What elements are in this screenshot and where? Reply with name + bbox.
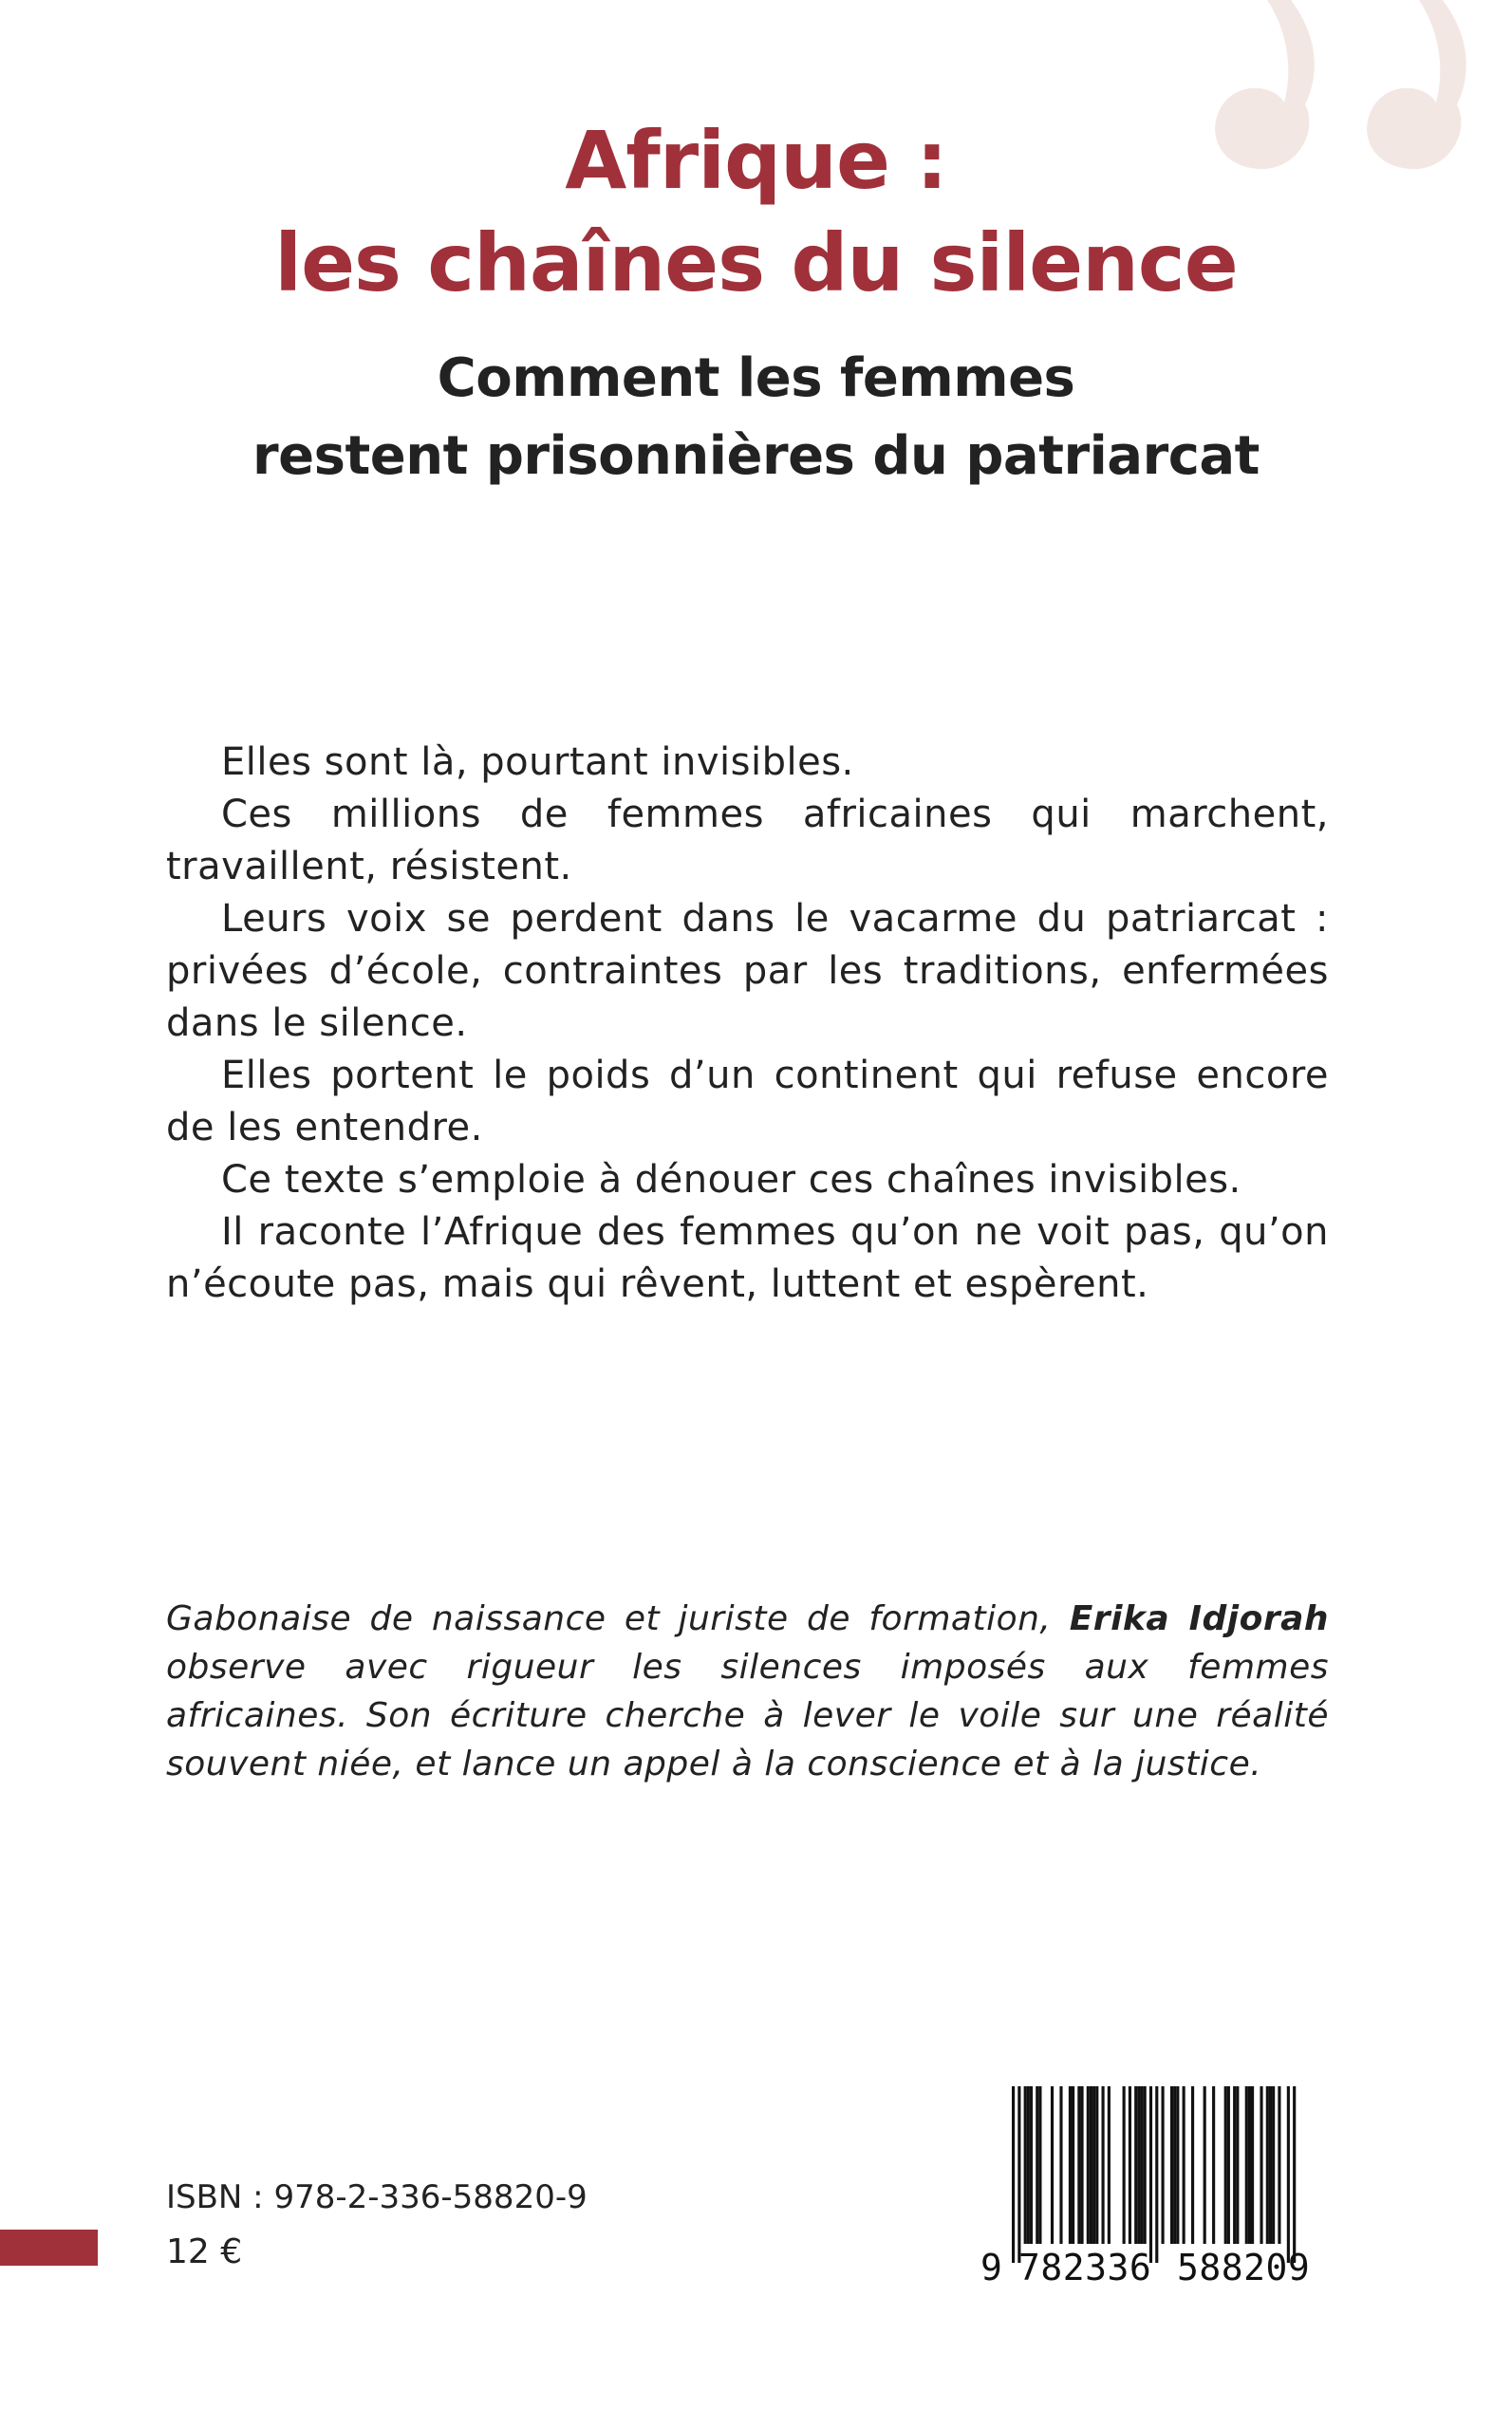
barcode-bar (1134, 2086, 1137, 2244)
barcode-right-digits: 588209 (1177, 2247, 1311, 2288)
barcode-bar (1245, 2086, 1248, 2244)
barcode-bar (1260, 2086, 1262, 2244)
book-title (0, 109, 1512, 314)
subtitle-line-2: restent prisonnières du patriarcat (252, 425, 1260, 487)
barcode-bar (1024, 2086, 1027, 2244)
blurb-paragraph: Elles sont là, pourtant invisibles. (221, 740, 854, 784)
barcode-bar (1012, 2086, 1015, 2263)
barcode-bar (1293, 2086, 1296, 2263)
barcode-bar (1251, 2086, 1254, 2244)
blurb-paragraph: Ce texte s’emploie à dénouer ces chaînes invisibles. (221, 1158, 1241, 1202)
barcode-bar (1036, 2086, 1038, 2244)
title-line-2: les chaînes du silence (274, 216, 1238, 309)
barcode-bar (1080, 2086, 1083, 2244)
barcode-bar (1090, 2086, 1092, 2244)
barcode-bar (1051, 2086, 1054, 2244)
barcode-bar (1087, 2086, 1090, 2244)
barcode-bar (1272, 2086, 1275, 2244)
barcode-bar (1183, 2086, 1185, 2244)
blurb-paragraph: Elles portent le poids d’un continent qui refuse encore de les entendre. (166, 1054, 1329, 1149)
barcode-digits (980, 2244, 1332, 2291)
barcode-bar (1266, 2086, 1269, 2244)
blurb (166, 737, 1329, 1311)
barcode-bar (1137, 2086, 1140, 2244)
barcode-bar (1224, 2086, 1227, 2244)
barcode-bar (1162, 2086, 1165, 2244)
barcode-bar (1170, 2086, 1173, 2244)
barcode-bar (1095, 2086, 1098, 2244)
isbn-barcode (980, 2086, 1332, 2297)
barcode-bar (1108, 2086, 1111, 2244)
barcode-bar (1227, 2086, 1230, 2244)
bio-intro: Gabonaise de naissance et juriste de formation, (166, 1599, 1070, 1638)
barcode-bar (1236, 2086, 1239, 2244)
barcode-bar (1123, 2086, 1126, 2244)
barcode-bar (1144, 2086, 1147, 2244)
price-label: 12 € (166, 2232, 243, 2271)
barcode-bar (1069, 2086, 1072, 2244)
barcode-first-digit: 9 (980, 2247, 1002, 2288)
barcode-bar (1204, 2086, 1206, 2244)
barcode-bar (1129, 2086, 1131, 2244)
barcode-bar (1269, 2086, 1272, 2244)
barcode-bar (1027, 2086, 1030, 2244)
barcode-bar (1038, 2086, 1041, 2244)
book-subtitle (0, 340, 1512, 495)
blurb-paragraph: Il raconte l’Afrique des femmes qu’on ne voit pas, qu’on n’écoute pas, mais qui rêvent, luttent et espèrent. (166, 1210, 1329, 1306)
barcode-bar (1191, 2086, 1194, 2244)
barcode-left-digits: 782336 (1018, 2247, 1152, 2288)
barcode-bar (1017, 2086, 1020, 2263)
author-name: Erika Idjorah (1069, 1599, 1329, 1638)
barcode-bar (1102, 2086, 1105, 2244)
barcode-bar (1140, 2086, 1143, 2244)
author-bio (166, 1595, 1329, 1788)
barcode-bar (1077, 2086, 1080, 2244)
barcode-bar (1149, 2086, 1152, 2263)
subtitle-line-1: Comment les femmes (437, 347, 1075, 409)
barcode-bar (1176, 2086, 1179, 2244)
barcode-bar (1059, 2086, 1062, 2244)
barcode-bar (1278, 2086, 1280, 2244)
blurb-paragraph: Ces millions de femmes africaines qui marchent, travaillent, résistent. (166, 793, 1329, 888)
isbn-label: ISBN : 978-2-336-58820-9 (166, 2178, 588, 2216)
barcode-bar (1155, 2086, 1158, 2263)
barcode-bar (1092, 2086, 1095, 2244)
barcode-bar (1030, 2086, 1033, 2244)
blurb-paragraph: Leurs voix se perdent dans le vacarme du patriarcat : privées d’école, contraintes par les traditions, enfermées dans le silence. (166, 897, 1329, 1045)
bio-text: observe avec rigueur les silences imposés aux femmes africaines. Son écriture cherche à lever le voile sur une réalité souvent niée, et lance un appel à la conscience et à la justice. (166, 1648, 1329, 1783)
title-line-1: Afrique : (565, 114, 947, 207)
barcode-bar (1233, 2086, 1236, 2244)
red-accent-tab (0, 2230, 98, 2266)
barcode-bar (1212, 2086, 1215, 2244)
barcode-bar (1287, 2086, 1290, 2263)
barcode-bar (1173, 2086, 1176, 2244)
barcode-bar (1248, 2086, 1251, 2244)
barcode-bar (1072, 2086, 1074, 2244)
